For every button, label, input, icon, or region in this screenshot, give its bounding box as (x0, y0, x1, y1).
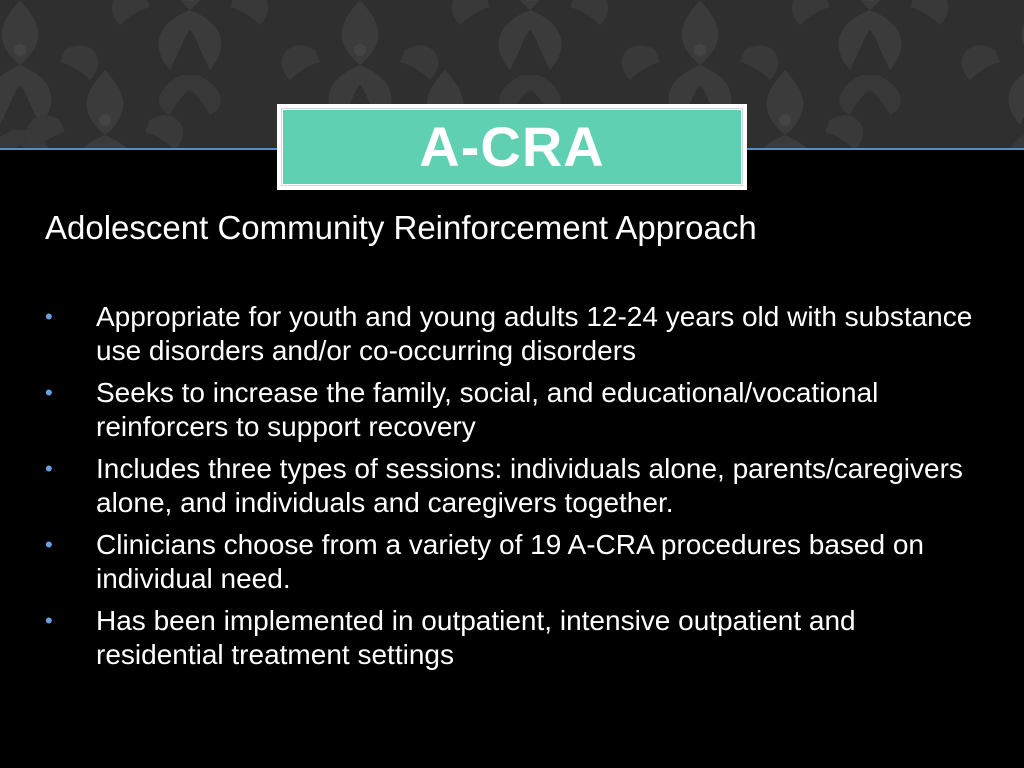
bullet-marker: • (45, 456, 53, 481)
bullet-text: Seeks to increase the family, social, and educational/vocational reinforcers to support recovery (96, 377, 879, 442)
bullet-marker: • (45, 380, 53, 405)
bullet-marker: • (45, 608, 53, 633)
slide-title: A-CRA (419, 115, 605, 178)
title-box-fill (283, 110, 741, 184)
bullet-text: Appropriate for youth and young adults 12-24 years old with substance use disorders and/or co-occurring disorders (96, 301, 973, 366)
bullet-marker: • (45, 532, 53, 557)
bullet-item (45, 528, 985, 596)
bullet-text: Clinicians choose from a variety of 19 A-CRA procedures based on individual need. (96, 529, 924, 594)
title-box (277, 104, 747, 190)
bullet-text: Includes three types of sessions: individuals alone, parents/caregivers alone, and individuals and caregivers together. (96, 453, 963, 518)
slide-subtitle: Adolescent Community Reinforcement Approach (45, 209, 757, 246)
bullet-marker: • (45, 304, 53, 329)
bullet-list (45, 300, 985, 680)
bullet-item (45, 300, 985, 368)
bullet-item (45, 604, 985, 672)
bullet-item (45, 452, 985, 520)
bullet-text: Has been implemented in outpatient, intensive outpatient and residential treatment settings (96, 605, 856, 670)
bullet-item (45, 376, 985, 444)
